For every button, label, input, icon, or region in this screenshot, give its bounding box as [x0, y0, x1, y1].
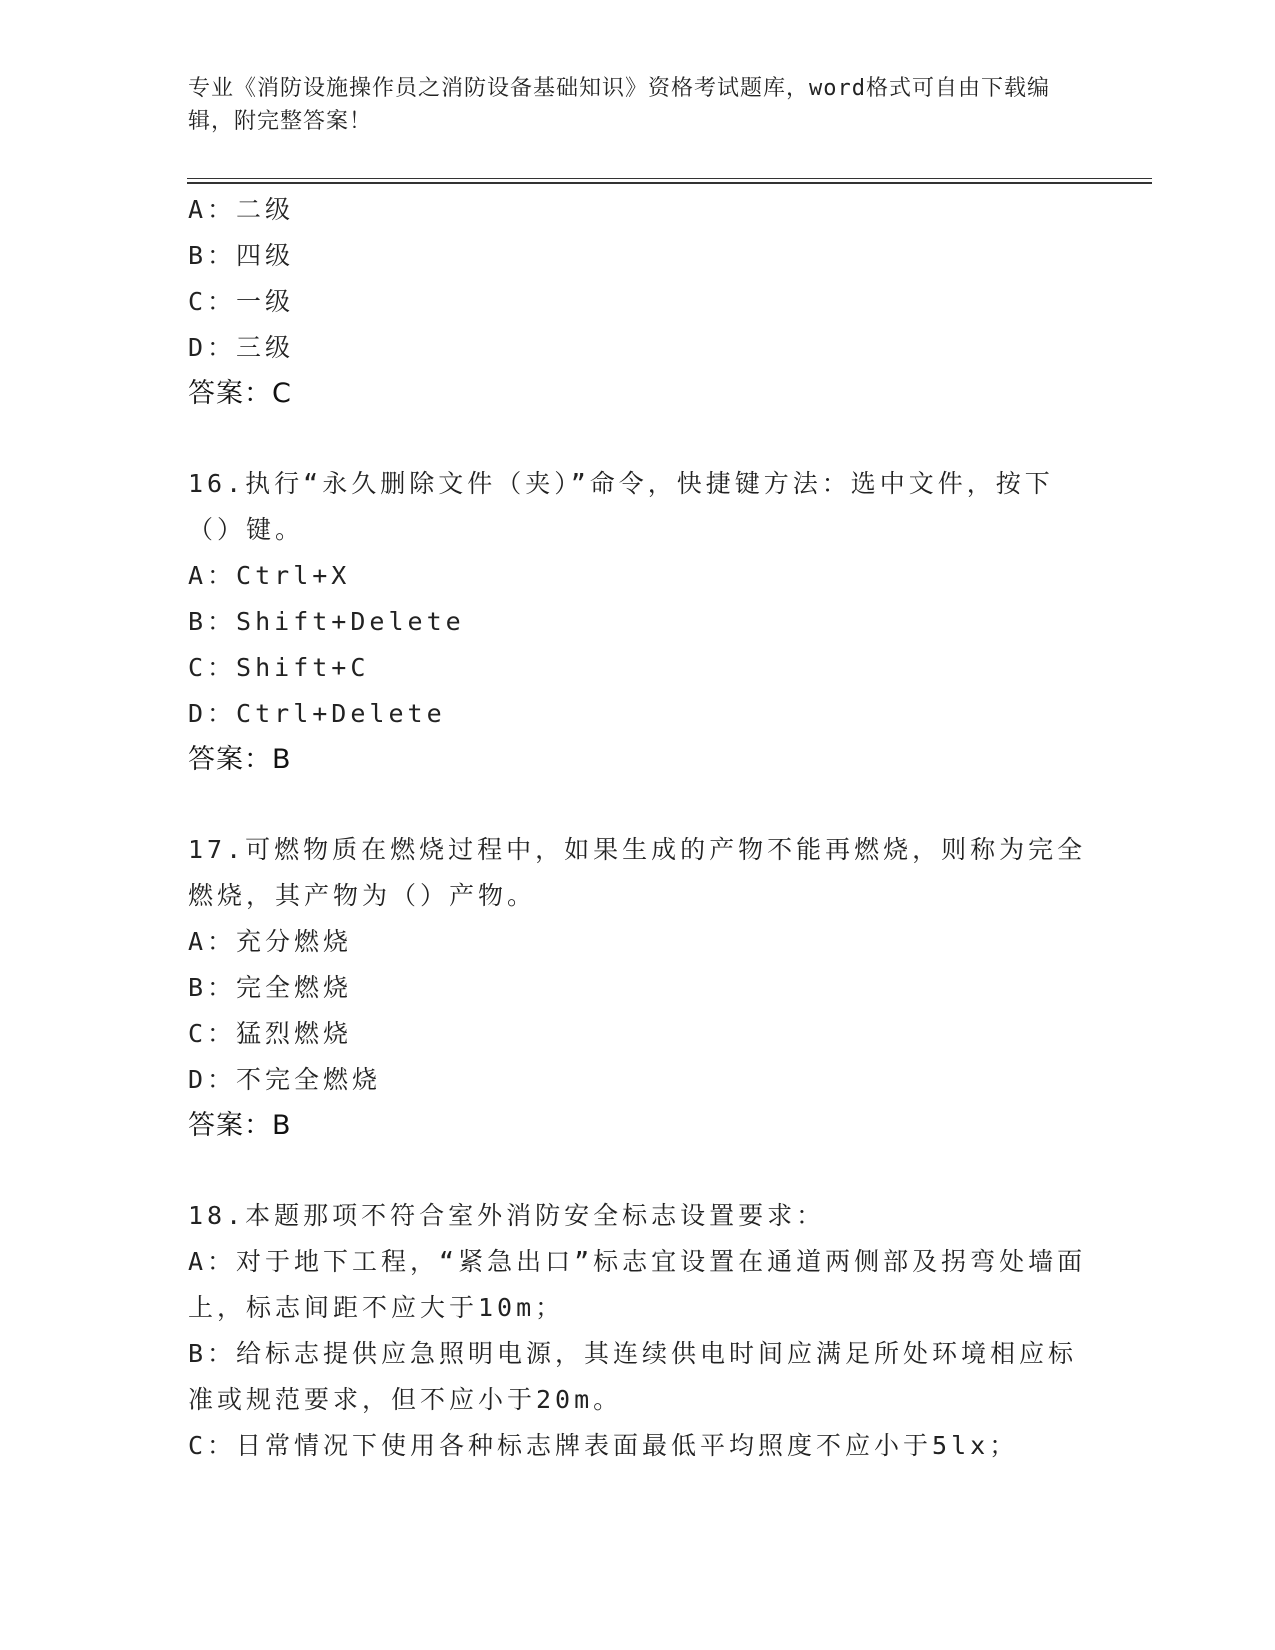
- option-b: B：给标志提供应急照明电源，其连续供电时间应满足所处环境相应标准或规范要求，但不应小于20m。: [188, 1339, 1078, 1414]
- option-c: C：Shift+C: [188, 653, 370, 682]
- header-divider-thin: [187, 178, 1152, 179]
- option-d: D：不完全燃烧: [188, 1065, 382, 1094]
- option-d: D：三级: [188, 333, 295, 362]
- question-18: [188, 1193, 1088, 1469]
- question-list: [188, 187, 1088, 1469]
- option-c: C：日常情况下使用各种标志牌表面最低平均照度不应小于5lx；: [188, 1431, 1019, 1460]
- option-a: A：Ctrl+X: [188, 561, 351, 590]
- question-17: [188, 827, 1088, 1149]
- question-15-continued: [188, 187, 1088, 417]
- document-header: 专业《消防设施操作员之消防设备基础知识》资格考试题库，word格式可自由下载编辑，附完整答案！: [188, 76, 1050, 134]
- spacer: [188, 1149, 1088, 1193]
- option-c: C：一级: [188, 287, 295, 316]
- spacer: [188, 417, 1088, 461]
- answer-line: 答案：B: [188, 1110, 292, 1141]
- question-text: 16.执行“永久删除文件（夹）”命令，快捷键方法：选中文件，按下（）键。: [188, 469, 1054, 544]
- spacer: [188, 783, 1088, 827]
- answer-line: 答案：B: [188, 744, 292, 775]
- option-b: B：Shift+Delete: [188, 607, 465, 636]
- option-c: C：猛烈燃烧: [188, 1019, 353, 1048]
- answer-line: 答案：C: [188, 378, 292, 409]
- question-text: 17.可燃物质在燃烧过程中，如果生成的产物不能再燃烧，则称为完全燃烧，其产物为（）产物。: [188, 835, 1087, 910]
- question-16: [188, 461, 1088, 783]
- option-d: D：Ctrl+Delete: [188, 699, 446, 728]
- option-b: B：完全燃烧: [188, 973, 353, 1002]
- option-a: A：对于地下工程，“紧急出口”标志宜设置在通道两侧部及拐弯处墙面上，标志间距不应大于10m；: [188, 1247, 1087, 1322]
- header-divider-thick: [187, 182, 1152, 184]
- option-b: B：四级: [188, 241, 295, 270]
- option-a: A：二级: [188, 195, 295, 224]
- question-text: 18.本题那项不符合室外消防安全标志设置要求：: [188, 1201, 826, 1230]
- option-a: A：充分燃烧: [188, 927, 353, 956]
